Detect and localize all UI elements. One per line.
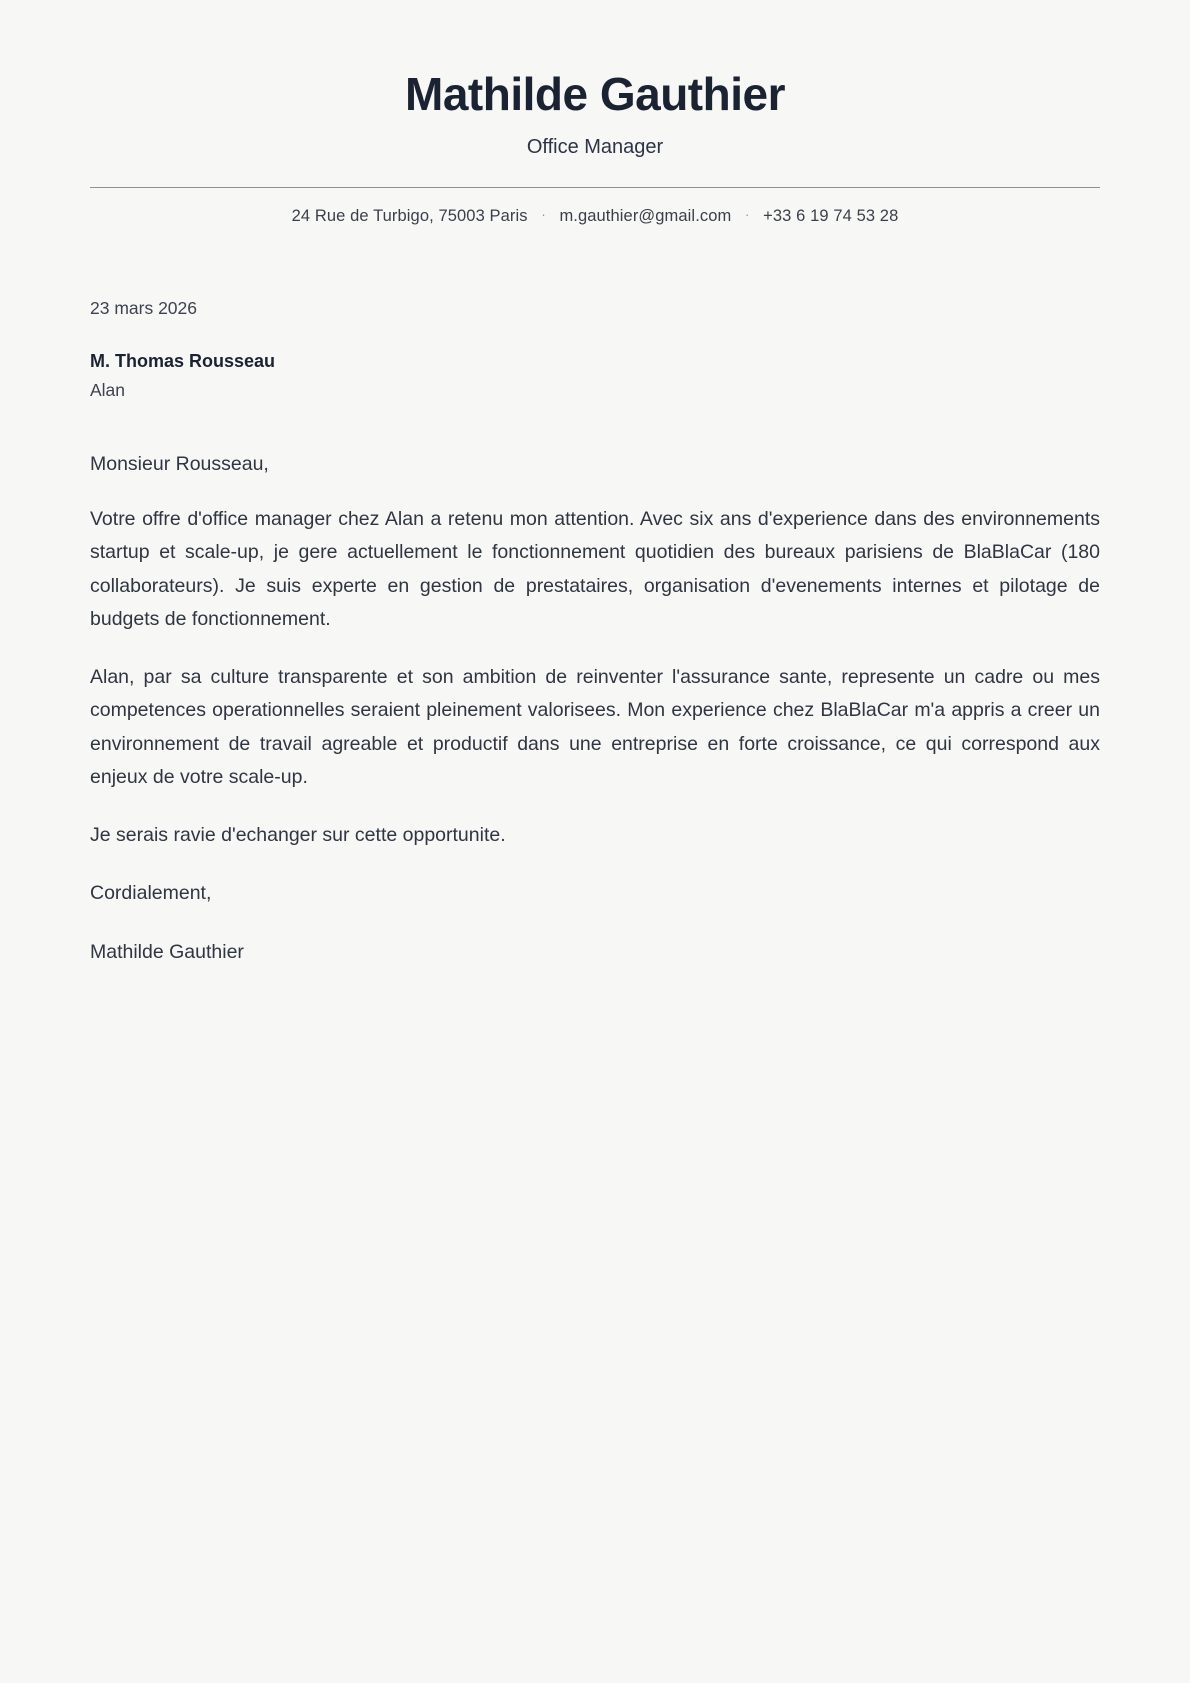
job-title: Office Manager: [526, 135, 664, 158]
body-paragraph-1: Votre offre d'office manager chez Alan a retenu mon attention. Avec six ans d'experience dans des environnements startup et scale-up, je gere actuellement le fonctionnement quotidien des bureaux parisiens de BlaBlaCar (180 collaborateurs). Je suis experte en gestion de prestataires, organisation d'evenements internes et pilotage de budgets de fonctionnement.: [90, 507, 1100, 631]
contact-separator-icon: ·: [745, 206, 750, 222]
contact-line: [90, 207, 1100, 226]
letter-meta: [90, 296, 1100, 404]
salutation: Monsieur Rousseau,: [90, 452, 269, 475]
recipient-name: M. Thomas Rousseau: [90, 351, 276, 372]
closing-salutation: Cordialement,: [90, 881, 212, 904]
body-paragraph-3: Je serais ravie d'echanger sur cette opportunite.: [90, 823, 506, 846]
recipient-block: [90, 348, 1100, 403]
page-title: Mathilde Gauthier: [405, 68, 785, 120]
contact-separator-icon: ·: [541, 206, 546, 222]
contact-email[interactable]: m.gauthier@gmail.com: [559, 206, 732, 225]
body-paragraph-2: Alan, par sa culture transparente et son ambition de reinventer l'assurance sante, represente un cadre ou mes competences operationnelles seraient pleinement valorisees. Mon experience chez BlaBlaCar m'a appris a creer un environnement de travail agreable et productif dans une entreprise en forte croissance, ce qui correspond aux enjeux de votre scale-up.: [90, 665, 1100, 789]
contact-address: 24 Rue de Turbigo, 75003 Paris: [291, 206, 528, 225]
header-divider: [90, 187, 1100, 188]
letter-body: [90, 449, 1100, 970]
letter-date: 23 mars 2026: [90, 297, 198, 318]
recipient-company: Alan: [90, 380, 126, 401]
contact-phone[interactable]: +33 6 19 74 53 28: [763, 206, 899, 225]
letter-header: [90, 0, 1100, 226]
signature-name: Mathilde Gauthier: [90, 941, 244, 964]
